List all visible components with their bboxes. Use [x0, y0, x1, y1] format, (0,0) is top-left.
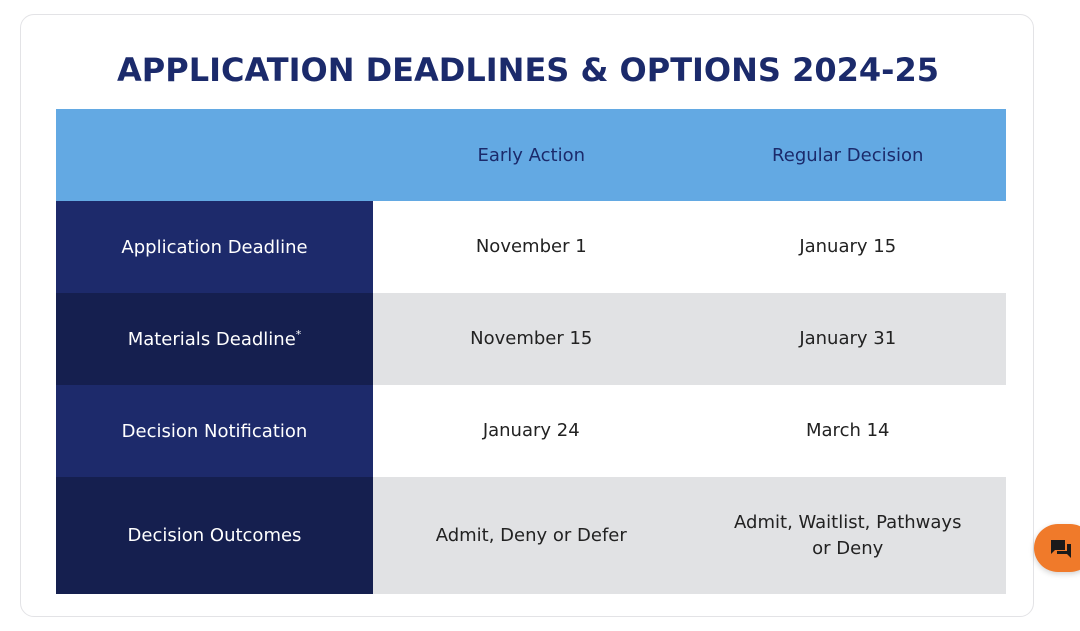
table-row: [56, 293, 1006, 385]
row-label-decision-outcomes: Decision Outcomes: [56, 477, 373, 594]
table-row: [56, 201, 1006, 293]
table-header-row: [56, 109, 1006, 201]
regular-decision-application-deadline: January 15: [690, 201, 1007, 293]
table-row: [56, 477, 1006, 594]
header-empty-cell: [56, 109, 373, 201]
row-label-materials-deadline: Materials Deadline*: [56, 293, 373, 385]
early-action-decision-notification: January 24: [373, 385, 690, 477]
chat-bubbles-icon: [1049, 538, 1073, 560]
row-label-application-deadline: Application Deadline: [56, 201, 373, 293]
row-label-decision-notification: Decision Notification: [56, 385, 373, 477]
regular-decision-decision-notification: March 14: [690, 385, 1007, 477]
deadlines-table: [56, 109, 1006, 594]
regular-decision-decision-outcomes: Admit, Waitlist, Pathways or Deny: [690, 477, 1007, 594]
header-regular-decision: Regular Decision: [690, 109, 1007, 201]
table-row: [56, 385, 1006, 477]
header-early-action: Early Action: [373, 109, 690, 201]
chat-button[interactable]: [1034, 524, 1080, 572]
early-action-decision-outcomes: Admit, Deny or Defer: [373, 477, 690, 594]
early-action-application-deadline: November 1: [373, 201, 690, 293]
regular-decision-materials-deadline: January 31: [690, 293, 1007, 385]
deadlines-card: [20, 14, 1034, 617]
page-title: APPLICATION DEADLINES & OPTIONS 2024-25: [117, 51, 939, 89]
footnote-asterisk: *: [295, 327, 302, 341]
early-action-materials-deadline: November 15: [373, 293, 690, 385]
